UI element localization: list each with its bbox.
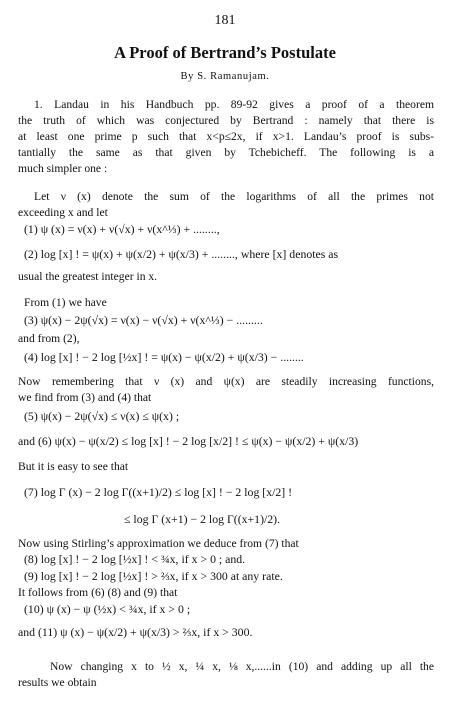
text-line: Now using Stirling’s approximation we deduce from (7) that: [18, 537, 299, 550]
text-line: we find from (3) and (4) that: [18, 391, 152, 404]
equation-2: (2) log [x] ! = ψ(x) + ψ(x/2) + ψ(x/3) + ........, where [x] denotes as: [24, 247, 339, 261]
equation-5: (5) ψ(x) − 2ψ(√x) ≤ ν(x) ≤ ψ(x) ;: [24, 410, 180, 423]
text-line: It follows from (6) (8) and (9) that: [18, 586, 178, 599]
equation-1: (1) ψ (x) = ν(x) + ν(√x) + ν(x^⅓) + ........,: [24, 223, 220, 236]
equation-7-cont: ≤ log Γ (x+1) − 2 log Γ((x+1)/2).: [124, 512, 281, 526]
text-line: at least one prime p such that x<p≤2x, if x>1. Landau’s proof is subs-: [18, 130, 434, 143]
text-line: results we obtain: [18, 676, 97, 689]
text-line: Let ν (x) denote the sum of the logarithms of all the primes not: [34, 190, 434, 203]
equation-6: and (6) ψ(x) − ψ(x/2) ≤ log [x] ! − 2 log [x/2] ! ≤ ψ(x) − ψ(x/2) + ψ(x/3): [18, 434, 359, 448]
equation-7: (7) log Γ (x) − 2 log Γ((x+1)/2) ≤ log [x] ! − 2 log [x/2] !: [24, 485, 293, 499]
equation-11: and (11) ψ (x) − ψ(x/2) + ψ(x/3) > ⅔x, if x > 300.: [18, 625, 253, 639]
text-line: From (1) we have: [24, 296, 107, 309]
text-line: 1. Landau in his Handbuch pp. 89-92 gives a proof of a theorem: [34, 98, 434, 111]
text-line: But it is easy to see that: [18, 460, 129, 473]
text-line: the truth of which was conjectured by Bertrand : namely that there is: [18, 114, 434, 127]
text-line: exceeding x and let: [18, 206, 108, 219]
text-line: Now changing x to ½ x, ¼ x, ⅛ x,......in (10) and adding up all the: [50, 660, 434, 673]
text-line: tantially the same as that given by Tchebicheff. The following is a: [18, 146, 434, 159]
text-line: Now remembering that ν (x) and ψ(x) are steadily increasing functions,: [18, 375, 434, 388]
paper-title: A Proof of Bertrand’s Postulate: [114, 43, 336, 62]
equation-3: (3) ψ(x) − 2ψ(√x) = ν(x) − ν(√x) + ν(x^⅓) − .........: [24, 314, 263, 327]
page-number: 181: [214, 13, 236, 28]
text-line: usual the greatest integer in x.: [18, 270, 158, 283]
author-line: By S. Ramanujam.: [180, 71, 270, 82]
equation-8: (8) log [x] ! − 2 log [½x] ! < ¾x, if x > 0 ; and.: [24, 553, 246, 566]
text-line: much simpler one :: [18, 162, 108, 175]
equation-9: (9) log [x] ! − 2 log [½x] ! > ⅔x, if x > 300 at any rate.: [24, 570, 283, 583]
equation-4: (4) log [x] ! − 2 log [½x] ! = ψ(x) − ψ(x/2) + ψ(x/3) − ........: [24, 350, 304, 364]
equation-10: (10) ψ (x) − ψ (½x) < ¾x, if x > 0 ;: [24, 603, 191, 616]
text-line: and from (2),: [18, 332, 80, 345]
